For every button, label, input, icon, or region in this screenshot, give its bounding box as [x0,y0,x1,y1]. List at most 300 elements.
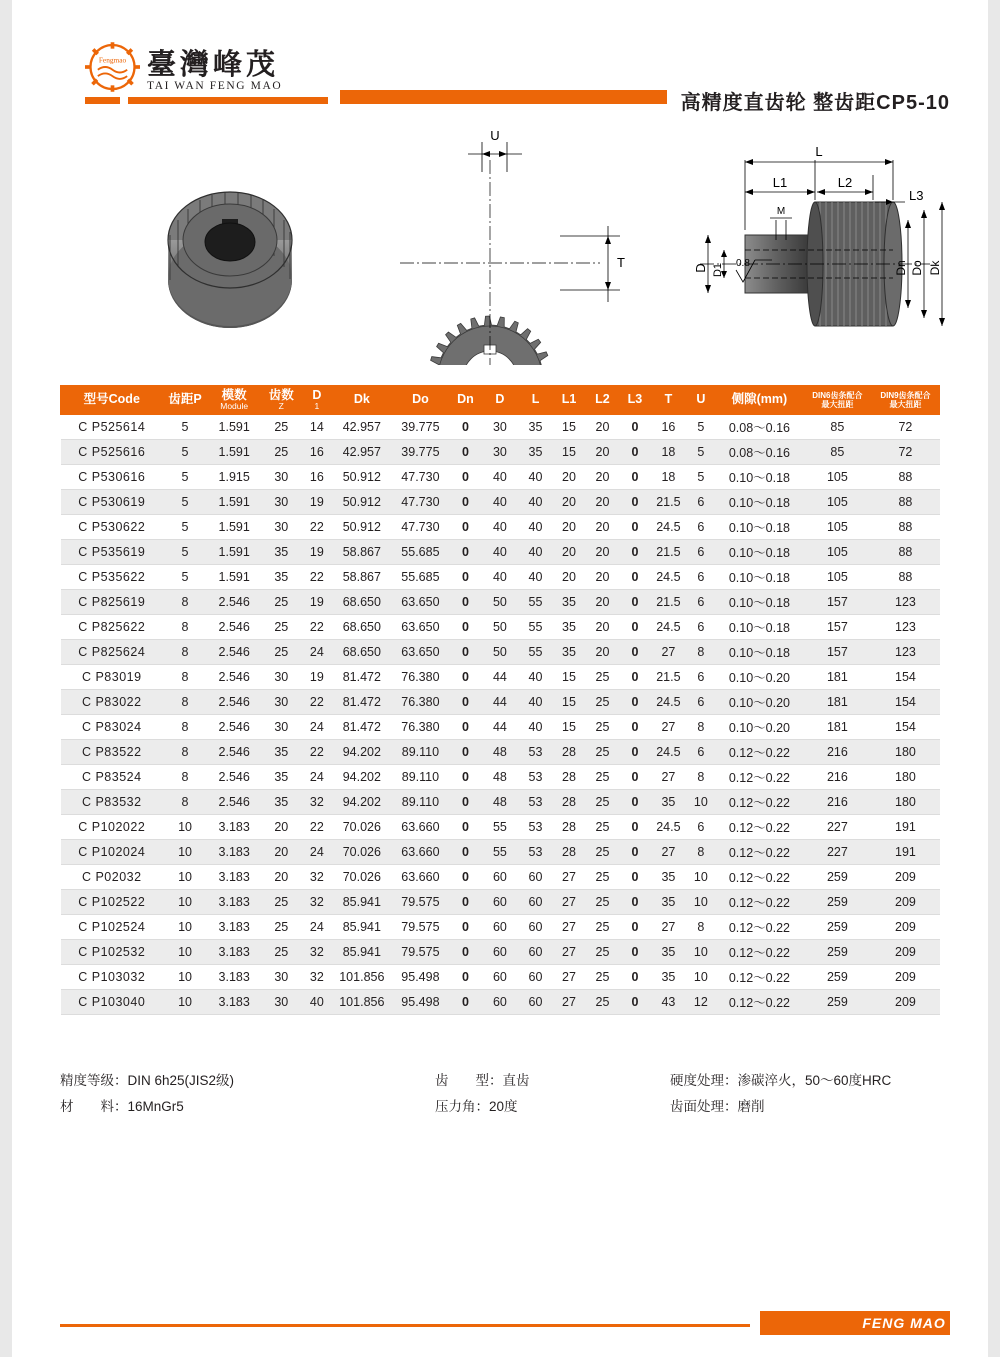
table-cell: 25 [586,965,619,990]
table-row [61,565,940,590]
table-cell: 0.12～0.22 [715,815,803,840]
table-cell: 0 [450,740,481,765]
table-cell: 25 [261,640,301,665]
table-row [61,790,940,815]
table-cell: 60 [481,965,519,990]
table-body [61,415,940,1015]
table-header-cell: D 1 [301,386,332,415]
table-cell: 22 [301,815,332,840]
table-cell: 0.10～0.18 [715,515,803,540]
table-cell: 95.498 [391,990,450,1015]
table-cell: C P530619 [61,490,164,515]
table-cell: 0 [450,565,481,590]
table-cell: 40 [519,515,552,540]
label-T: T [617,255,625,270]
table-cell: 58.867 [333,565,392,590]
table-cell: 25 [586,915,619,940]
table-cell: 0.12～0.22 [715,940,803,965]
table-cell: 0 [619,615,650,640]
table-cell: 1.915 [207,465,261,490]
table-cell: 0.08～0.16 [715,440,803,465]
spec-hardness: 硬度处理：渗碳淬火，50～60度HRC [670,1073,892,1088]
table-cell: C P02032 [61,865,164,890]
table-cell: 35 [519,415,552,440]
table-cell: 227 [803,840,871,865]
table-cell: 55.685 [391,540,450,565]
table-cell: C P525616 [61,440,164,465]
table-cell: 55 [481,815,519,840]
table-cell: 22 [301,740,332,765]
table-cell: 2.546 [207,640,261,665]
table-cell: 39.775 [391,440,450,465]
table-cell: 0.12～0.22 [715,790,803,815]
table-header-cell: U [686,386,715,415]
table-cell: 22 [301,615,332,640]
table-cell: 28 [552,840,585,865]
table-cell: 50 [481,640,519,665]
table-cell: 89.110 [391,765,450,790]
table-cell: 60 [519,940,552,965]
table-cell: 209 [871,915,939,940]
table-cell: 20 [586,415,619,440]
product-drawings [60,130,950,365]
table-cell: 16 [651,415,687,440]
table-cell: 63.650 [391,590,450,615]
table-cell: 25 [261,890,301,915]
table-cell: 0 [450,815,481,840]
table-cell: 5 [686,440,715,465]
table-cell: 85.941 [333,940,392,965]
table-cell: 20 [586,640,619,665]
table-cell: 181 [803,690,871,715]
table-cell: 88 [871,515,939,540]
table-cell: 10 [686,940,715,965]
table-cell: 24.5 [651,690,687,715]
footer-rule [60,1324,750,1327]
table-cell: 22 [301,690,332,715]
table-cell: 60 [481,915,519,940]
table-cell: 0.12～0.22 [715,890,803,915]
table-cell: 209 [871,990,939,1015]
table-cell: 35 [651,965,687,990]
table-cell: 42.957 [333,440,392,465]
table-cell: 40 [481,465,519,490]
table-cell: 0.12～0.22 [715,840,803,865]
table-cell: 209 [871,865,939,890]
label-Dk: Dk [928,260,942,276]
table-cell: 8 [686,715,715,740]
table-cell: 0 [619,665,650,690]
table-cell: 10 [163,815,207,840]
table-cell: 1.591 [207,540,261,565]
table-cell: 8 [163,665,207,690]
table-row [61,715,940,740]
table-cell: 27 [552,940,585,965]
table-cell: 0.12～0.22 [715,990,803,1015]
table-cell: 10 [163,965,207,990]
table-cell: 72 [871,415,939,440]
page-edge-right [988,0,1000,1357]
table-cell: 35 [261,765,301,790]
spec-table [60,385,940,1015]
table-cell: 30 [261,515,301,540]
table-cell: 25 [586,665,619,690]
table-cell: 50.912 [333,515,392,540]
table-row [61,990,940,1015]
table-cell: 18 [651,465,687,490]
table-cell: 10 [163,915,207,940]
table-row [61,590,940,615]
table-cell: 27 [552,915,585,940]
table-cell: 157 [803,590,871,615]
table-cell: 105 [803,515,871,540]
table-cell: 24 [301,840,332,865]
table-cell: 94.202 [333,790,392,815]
table-cell: C P83022 [61,690,164,715]
table-cell: 47.730 [391,465,450,490]
table-cell: 5 [686,465,715,490]
table-cell: 27 [651,715,687,740]
table-cell: 180 [871,790,939,815]
table-cell: 35 [519,440,552,465]
table-cell: 53 [519,740,552,765]
table-cell: 55 [481,840,519,865]
table-cell: 40 [519,715,552,740]
table-cell: 0.08～0.16 [715,415,803,440]
table-cell: 6 [686,540,715,565]
table-cell: 95.498 [391,965,450,990]
spec-tooth-type: 齿 型：直齿 [435,1073,530,1088]
table-row [61,465,940,490]
table-header-row [61,386,940,415]
table-cell: 25 [261,590,301,615]
table-cell: 21.5 [651,665,687,690]
table-cell: 3.183 [207,940,261,965]
table-cell: 0 [619,940,650,965]
table-cell: 2.546 [207,615,261,640]
table-cell: 20 [552,490,585,515]
table-cell: 6 [686,740,715,765]
table-cell: 22 [301,565,332,590]
table-cell: 5 [686,415,715,440]
table-cell: 55.685 [391,565,450,590]
table-cell: 0 [619,915,650,940]
table-cell: C P102532 [61,940,164,965]
table-cell: 3.183 [207,965,261,990]
table-cell: 63.650 [391,615,450,640]
table-cell: 30 [261,715,301,740]
table-cell: 180 [871,740,939,765]
table-cell: 0 [450,865,481,890]
table-row [61,740,940,765]
label-L3: L3 [909,188,924,203]
table-cell: 20 [261,865,301,890]
table-cell: 0 [450,965,481,990]
svg-text:Fengmao: Fengmao [98,55,127,65]
table-cell: 259 [803,940,871,965]
table-cell: 35 [552,590,585,615]
table-cell: 47.730 [391,490,450,515]
brand-logo [85,40,325,102]
table-cell: 123 [871,615,939,640]
table-header-cell: 模数 Module [207,386,261,415]
table-row [61,690,940,715]
table-cell: 79.575 [391,940,450,965]
table-cell: 30 [261,490,301,515]
table-cell: 60 [481,865,519,890]
table-cell: 0 [619,740,650,765]
table-cell: 0 [619,640,650,665]
table-cell: 181 [803,665,871,690]
table-cell: 10 [163,940,207,965]
table-cell: 72 [871,440,939,465]
table-cell: 123 [871,640,939,665]
table-cell: 105 [803,490,871,515]
table-cell: 8 [163,765,207,790]
table-header-cell: L [519,386,552,415]
table-cell: 105 [803,565,871,590]
table-cell: 0.10～0.18 [715,540,803,565]
table-cell: 89.110 [391,790,450,815]
label-U: U [490,130,500,143]
table-cell: 0.10～0.20 [715,690,803,715]
table-cell: 0 [450,415,481,440]
table-cell: 53 [519,765,552,790]
table-cell: 48 [481,790,519,815]
table-cell: 20 [586,515,619,540]
table-cell: 35 [552,615,585,640]
table-cell: 0 [450,915,481,940]
table-cell: 101.856 [333,965,392,990]
table-cell: 0 [450,665,481,690]
table-cell: 32 [301,940,332,965]
table-cell: 44 [481,715,519,740]
table-cell: 8 [163,690,207,715]
table-cell: 0.10～0.18 [715,490,803,515]
table-cell: 6 [686,815,715,840]
table-cell: 5 [163,415,207,440]
table-cell: 28 [552,815,585,840]
spec-surface: 齿面处理：磨削 [670,1099,765,1114]
table-cell: 16 [301,465,332,490]
table-cell: 0 [619,840,650,865]
table-cell: 0 [450,465,481,490]
table-cell: 50 [481,590,519,615]
table-cell: 6 [686,690,715,715]
table-cell: 2.546 [207,590,261,615]
page-title: 高精度直齿轮 整齿距CP5-10 [667,86,950,115]
table-cell: 0.12～0.22 [715,965,803,990]
table-cell: 15 [552,715,585,740]
table-header-cell: 齿数 Z [261,386,301,415]
table-cell: 88 [871,465,939,490]
table-cell: 25 [586,790,619,815]
table-cell: 154 [871,665,939,690]
table-row [61,940,940,965]
table-cell: 154 [871,690,939,715]
table-cell: 27 [651,840,687,865]
table-cell: 0 [450,590,481,615]
table-cell: 15 [552,690,585,715]
table-header-cell: DIN9齿条配合 最大扭距 [871,386,939,415]
table-cell: 24 [301,915,332,940]
table-cell: 40 [481,540,519,565]
table-cell: 30 [261,690,301,715]
table-cell: 40 [481,515,519,540]
table-cell: 32 [301,890,332,915]
table-cell: 259 [803,965,871,990]
table-cell: 180 [871,765,939,790]
header-accent-bar-mid [128,97,328,104]
table-cell: 0.10～0.18 [715,565,803,590]
table-cell: 8 [686,640,715,665]
table-cell: 68.650 [333,615,392,640]
table-cell: 89.110 [391,740,450,765]
table-cell: 0 [619,815,650,840]
table-cell: 20 [552,515,585,540]
table-cell: 68.650 [333,640,392,665]
table-cell: 63.660 [391,865,450,890]
table-cell: 157 [803,640,871,665]
table-cell: 20 [586,490,619,515]
footer-page-label: FENG MAO / 30 [862,1315,978,1331]
table-cell: 55 [519,640,552,665]
table-cell: 0 [619,540,650,565]
table-header-cell: Do [391,386,450,415]
table-cell: 58.867 [333,540,392,565]
table-cell: 24.5 [651,515,687,540]
table-cell: 40 [301,990,332,1015]
table-cell: 40 [481,490,519,515]
table-cell: 25 [586,815,619,840]
table-cell: 55 [519,615,552,640]
table-cell: 1.591 [207,490,261,515]
table-cell: 216 [803,740,871,765]
table-cell: 0 [619,565,650,590]
table-cell: 2.546 [207,740,261,765]
table-cell: 5 [163,465,207,490]
table-cell: 25 [586,940,619,965]
table-cell: 0 [619,465,650,490]
table-header-cell: 侧隙(mm) [715,386,803,415]
label-D1: D1 [712,262,724,278]
table-cell: 0 [619,590,650,615]
table-cell: 24 [301,715,332,740]
label-L1: L1 [772,175,788,190]
table-cell: 24 [301,765,332,790]
table-cell: 15 [552,415,585,440]
table-cell: 8 [163,740,207,765]
table-cell: 20 [552,565,585,590]
table-cell: 10 [686,965,715,990]
table-row [61,540,940,565]
brand-name-cn: 臺灣峰茂 [147,49,280,81]
table-cell: 191 [871,815,939,840]
table-cell: 42.957 [333,415,392,440]
table-cell: 35 [261,540,301,565]
table-cell: 25 [261,440,301,465]
table-cell: 32 [301,865,332,890]
table-cell: 259 [803,865,871,890]
table-cell: 81.472 [333,690,392,715]
table-cell: 0 [619,790,650,815]
table-cell: 0 [619,690,650,715]
table-cell: 209 [871,890,939,915]
table-cell: 2.546 [207,690,261,715]
table-cell: 0 [619,440,650,465]
table-cell: 0.10～0.18 [715,590,803,615]
table-cell: 154 [871,715,939,740]
table-cell: 0 [619,990,650,1015]
table-cell: 0.10～0.18 [715,465,803,490]
table-cell: 5 [163,540,207,565]
table-cell: 24.5 [651,615,687,640]
table-cell: 35 [651,790,687,815]
table-cell: 19 [301,540,332,565]
table-cell: 15 [552,665,585,690]
table-cell: 25 [586,840,619,865]
table-cell: C P825624 [61,640,164,665]
table-row [61,640,940,665]
table-cell: 0.12～0.22 [715,740,803,765]
table-cell: 27 [552,865,585,890]
table-cell: 216 [803,790,871,815]
table-cell: 76.380 [391,690,450,715]
table-cell: 101.856 [333,990,392,1015]
table-cell: 30 [261,965,301,990]
table-cell: 28 [552,740,585,765]
gear-logo-icon [85,42,140,92]
table-cell: 8 [686,915,715,940]
table-cell: 32 [301,790,332,815]
table-cell: 20 [552,540,585,565]
table-cell: 63.650 [391,640,450,665]
table-cell: 63.660 [391,815,450,840]
page-header [60,40,950,114]
table-row [61,440,940,465]
table-cell: 25 [586,865,619,890]
table-cell: 20 [586,590,619,615]
table-cell: C P102522 [61,890,164,915]
table-cell: 32 [301,965,332,990]
table-cell: 0 [619,415,650,440]
table-cell: 60 [481,890,519,915]
table-cell: 27 [552,990,585,1015]
table-cell: 8 [686,840,715,865]
table-cell: 259 [803,915,871,940]
table-cell: 25 [586,740,619,765]
table-cell: 10 [163,840,207,865]
table-cell: 85.941 [333,890,392,915]
table-cell: 20 [586,440,619,465]
table-cell: 1.591 [207,440,261,465]
table-cell: 8 [163,790,207,815]
table-cell: 0 [450,790,481,815]
table-cell: 39.775 [391,415,450,440]
table-cell: 8 [163,640,207,665]
table-cell: 6 [686,490,715,515]
table-cell: 157 [803,615,871,640]
table-cell: 3.183 [207,815,261,840]
table-cell: 70.026 [333,840,392,865]
table-cell: C P535622 [61,565,164,590]
table-cell: 20 [586,465,619,490]
technical-drawing-svg [60,130,950,365]
table-cell: 0 [450,515,481,540]
table-cell: 60 [519,990,552,1015]
table-cell: 259 [803,990,871,1015]
table-cell: 3.183 [207,865,261,890]
